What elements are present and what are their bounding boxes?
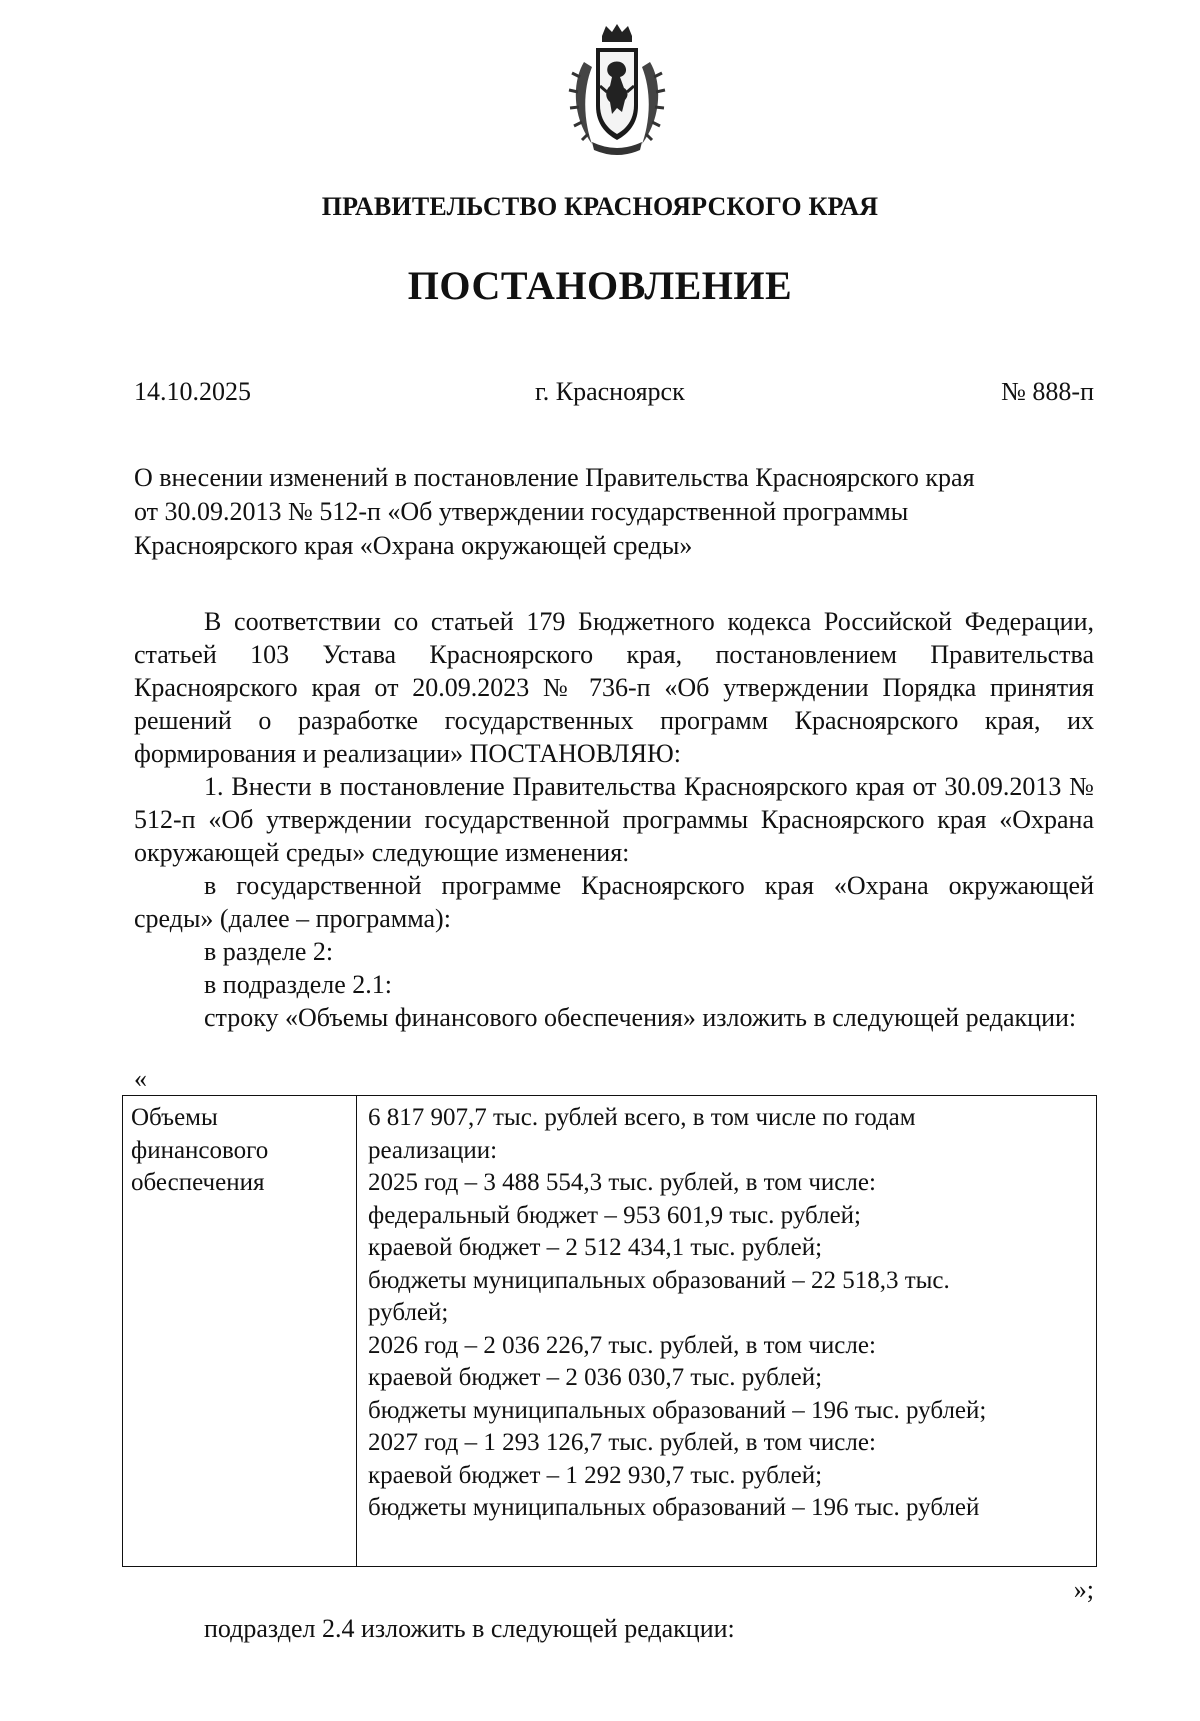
content-line: бюджеты муниципальных образований – 196 тыс. рублей	[368, 1494, 980, 1521]
subject-line: О внесении изменений в постановление Правительства Красноярского края	[134, 463, 975, 492]
quote-close-mark: »;	[1073, 1575, 1094, 1604]
content-line: рублей;	[368, 1299, 449, 1326]
content-line: краевой бюджет – 2 036 030,7 тыс. рублей;	[368, 1364, 823, 1391]
coat-of-arms-emblem	[562, 22, 672, 162]
body-paragraph: в подразделе 2.1:	[204, 970, 393, 999]
after-table-paragraph: подраздел 2.4 изложить в следующей редакции:	[204, 1614, 735, 1643]
content-line: бюджеты муниципальных образований – 196 тыс. рублей;	[368, 1396, 987, 1424]
content-line: 2026 год – 2 036 226,7 тыс. рублей, в том числе:	[368, 1331, 876, 1359]
content-line: 6 817 907,7 тыс. рублей всего, в том числе по годам	[368, 1104, 916, 1131]
label-line: обеспечения	[131, 1169, 265, 1196]
body-paragraph: строку «Объемы финансового обеспечения» изложить в следующей редакции:	[204, 1003, 1077, 1032]
content-line: реализации:	[368, 1136, 498, 1164]
content-line: краевой бюджет – 1 292 930,7 тыс. рублей;	[368, 1461, 823, 1489]
table-content-cell	[368, 1102, 1093, 1525]
label-line: Объемы	[131, 1104, 218, 1131]
document-city: г. Красноярск	[535, 377, 685, 406]
body-paragraph: в разделе 2:	[204, 937, 334, 966]
content-line: 2027 год – 1 293 126,7 тыс. рублей, в том числе:	[368, 1429, 876, 1456]
financing-table	[122, 1095, 1097, 1567]
document-number: № 888-п	[1001, 377, 1094, 406]
subject-line: от 30.09.2013 № 512-п «Об утверждении государственной программы	[134, 497, 909, 526]
label-line: финансового	[131, 1136, 269, 1164]
body-paragraph: в государственной программе Красноярского края «Охрана окружающей среды» (далее – программа):	[134, 871, 1094, 933]
document-subject	[134, 461, 1094, 563]
content-line: 2025 год – 3 488 554,3 тыс. рублей, в том числе:	[368, 1169, 876, 1196]
table-column-divider	[356, 1096, 357, 1566]
organization-title: ПРАВИТЕЛЬСТВО КРАСНОЯРСКОГО КРАЯ	[321, 192, 879, 221]
body-paragraph-preamble: В соответствии со статьей 179 Бюджетного кодекса Российской Федерации, статьей 103 Устава Красноярского края, постановлением Правительства Красноярского края от 20.09.2023 № 736-п «Об утверждении Порядка принятия решений о разработке государственных программ Красноярского края, их формирования и реализации» ПОСТАНОВЛЯЮ:	[134, 607, 1094, 768]
table-label-cell	[131, 1102, 351, 1200]
document-date: 14.10.2025	[134, 377, 251, 406]
body-paragraph-item-1: 1. Внести в постановление Правительства Красноярского края от 30.09.2013 № 512-п «Об утверждении государственной программы Красноярского края «Охрана окружающей среды» следующие изменения:	[134, 772, 1094, 867]
document-type-title: ПОСТАНОВЛЕНИЕ	[407, 263, 793, 308]
content-line: федеральный бюджет – 953 601,9 тыс. рублей;	[368, 1201, 861, 1229]
content-line: краевой бюджет – 2 512 434,1 тыс. рублей;	[368, 1234, 823, 1261]
document-body	[134, 605, 1094, 1034]
content-line: бюджеты муниципальных образований – 22 518,3 тыс.	[368, 1266, 950, 1294]
quote-open-mark: «	[134, 1064, 147, 1093]
subject-line: Красноярского края «Охрана окружающей среды»	[134, 531, 693, 560]
